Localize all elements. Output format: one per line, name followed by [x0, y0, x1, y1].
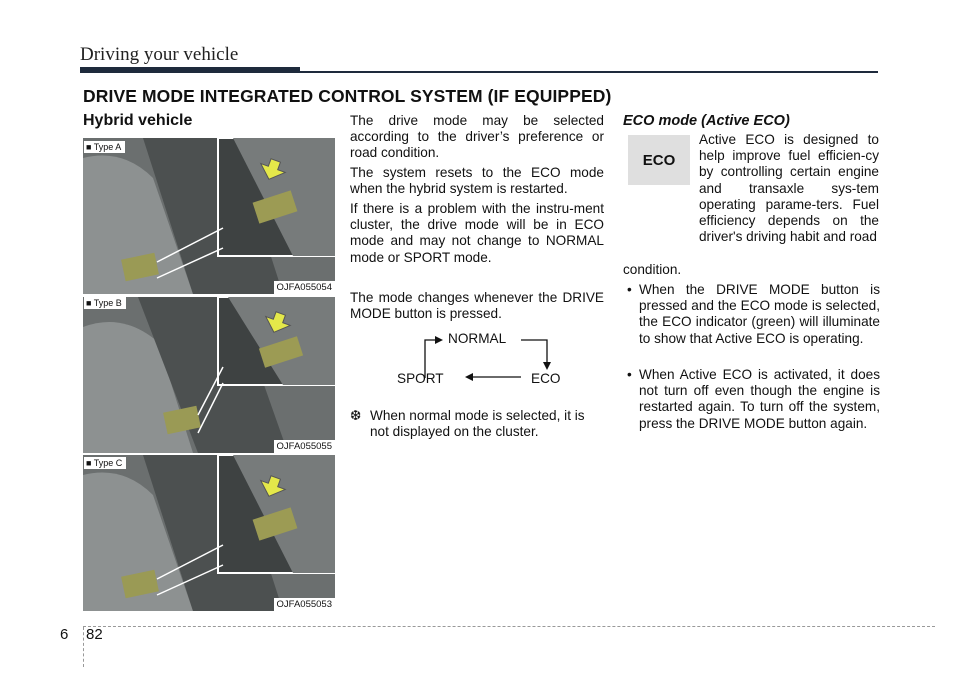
hybrid-vehicle-heading: Hybrid vehicle — [83, 112, 193, 129]
footer-rule — [83, 626, 935, 627]
photo-code: OJFA055053 — [274, 598, 335, 611]
header-bar — [80, 67, 300, 73]
photo-type-label: ■ Type A — [84, 141, 125, 153]
photo-type-a — [83, 138, 335, 294]
bullet-text: When the DRIVE MODE button is pressed and the ECO mode is selected, the ECO indicator (green) will illuminate to show that Active ECO is operating. — [639, 282, 880, 346]
paragraph-intro: The drive mode may be selected according to the driver’s preference or road condition. — [350, 113, 604, 161]
eco-mode-heading: ECO mode (Active ECO) — [623, 113, 790, 129]
page-number: 82 — [86, 626, 103, 643]
paragraph-reset: The system resets to the ECO mode when the hybrid system is restarted. — [350, 165, 604, 197]
eco-indicator-badge: ECO — [628, 135, 690, 185]
photo-type-label: ■ Type C — [84, 457, 126, 469]
photo-type-c — [83, 455, 335, 611]
mode-sport-label: SPORT — [397, 371, 444, 386]
bullet-dot-icon: • — [627, 367, 632, 382]
console-illustration-a — [83, 138, 335, 294]
eco-description: Active ECO is designed to help improve fuel efficien-cy by controlling certain engine and transaxle sys-tem operating parame-ters. Fuel efficiency depends on the driver's driving habit and road — [699, 132, 879, 245]
list-item — [623, 282, 880, 347]
paragraph-mode-change: The mode changes whenever the DRIVE MODE button is pressed. — [350, 290, 604, 322]
note-text: When normal mode is selected, it is not displayed on the cluster. — [370, 408, 585, 440]
photo-code: OJFA055054 — [274, 281, 335, 294]
eco-description-cont: condition. — [623, 262, 682, 277]
note-mark: ❆ — [350, 408, 362, 423]
console-illustration-b — [83, 297, 335, 453]
paragraph-problem: If there is a problem with the instru-ment cluster, the drive mode will be in ECO mode and may not change to NORMAL mode or SPORT mode. — [350, 201, 604, 265]
chapter-number: 6 — [60, 626, 69, 643]
section-title: DRIVE MODE INTEGRATED CONTROL SYSTEM (IF EQUIPPED) — [83, 86, 612, 106]
list-item — [623, 367, 880, 432]
mode-eco-label: ECO — [531, 371, 561, 386]
header-rule — [300, 71, 878, 73]
photo-type-label: ■ Type B — [84, 297, 126, 309]
mode-cycle-diagram — [395, 330, 575, 390]
header-title: Driving your vehicle — [80, 44, 239, 65]
console-illustration-c — [83, 455, 335, 611]
bullet-text: When Active ECO is activated, it does not turn off even though the engine is restarted again. To turn off the system, press the DRIVE MODE button again. — [639, 367, 880, 431]
footer-divider — [83, 627, 84, 667]
bullet-dot-icon: • — [627, 282, 632, 297]
photo-type-b — [83, 297, 335, 453]
photo-code: OJFA055055 — [274, 440, 335, 453]
mode-normal-label: NORMAL — [448, 331, 507, 346]
